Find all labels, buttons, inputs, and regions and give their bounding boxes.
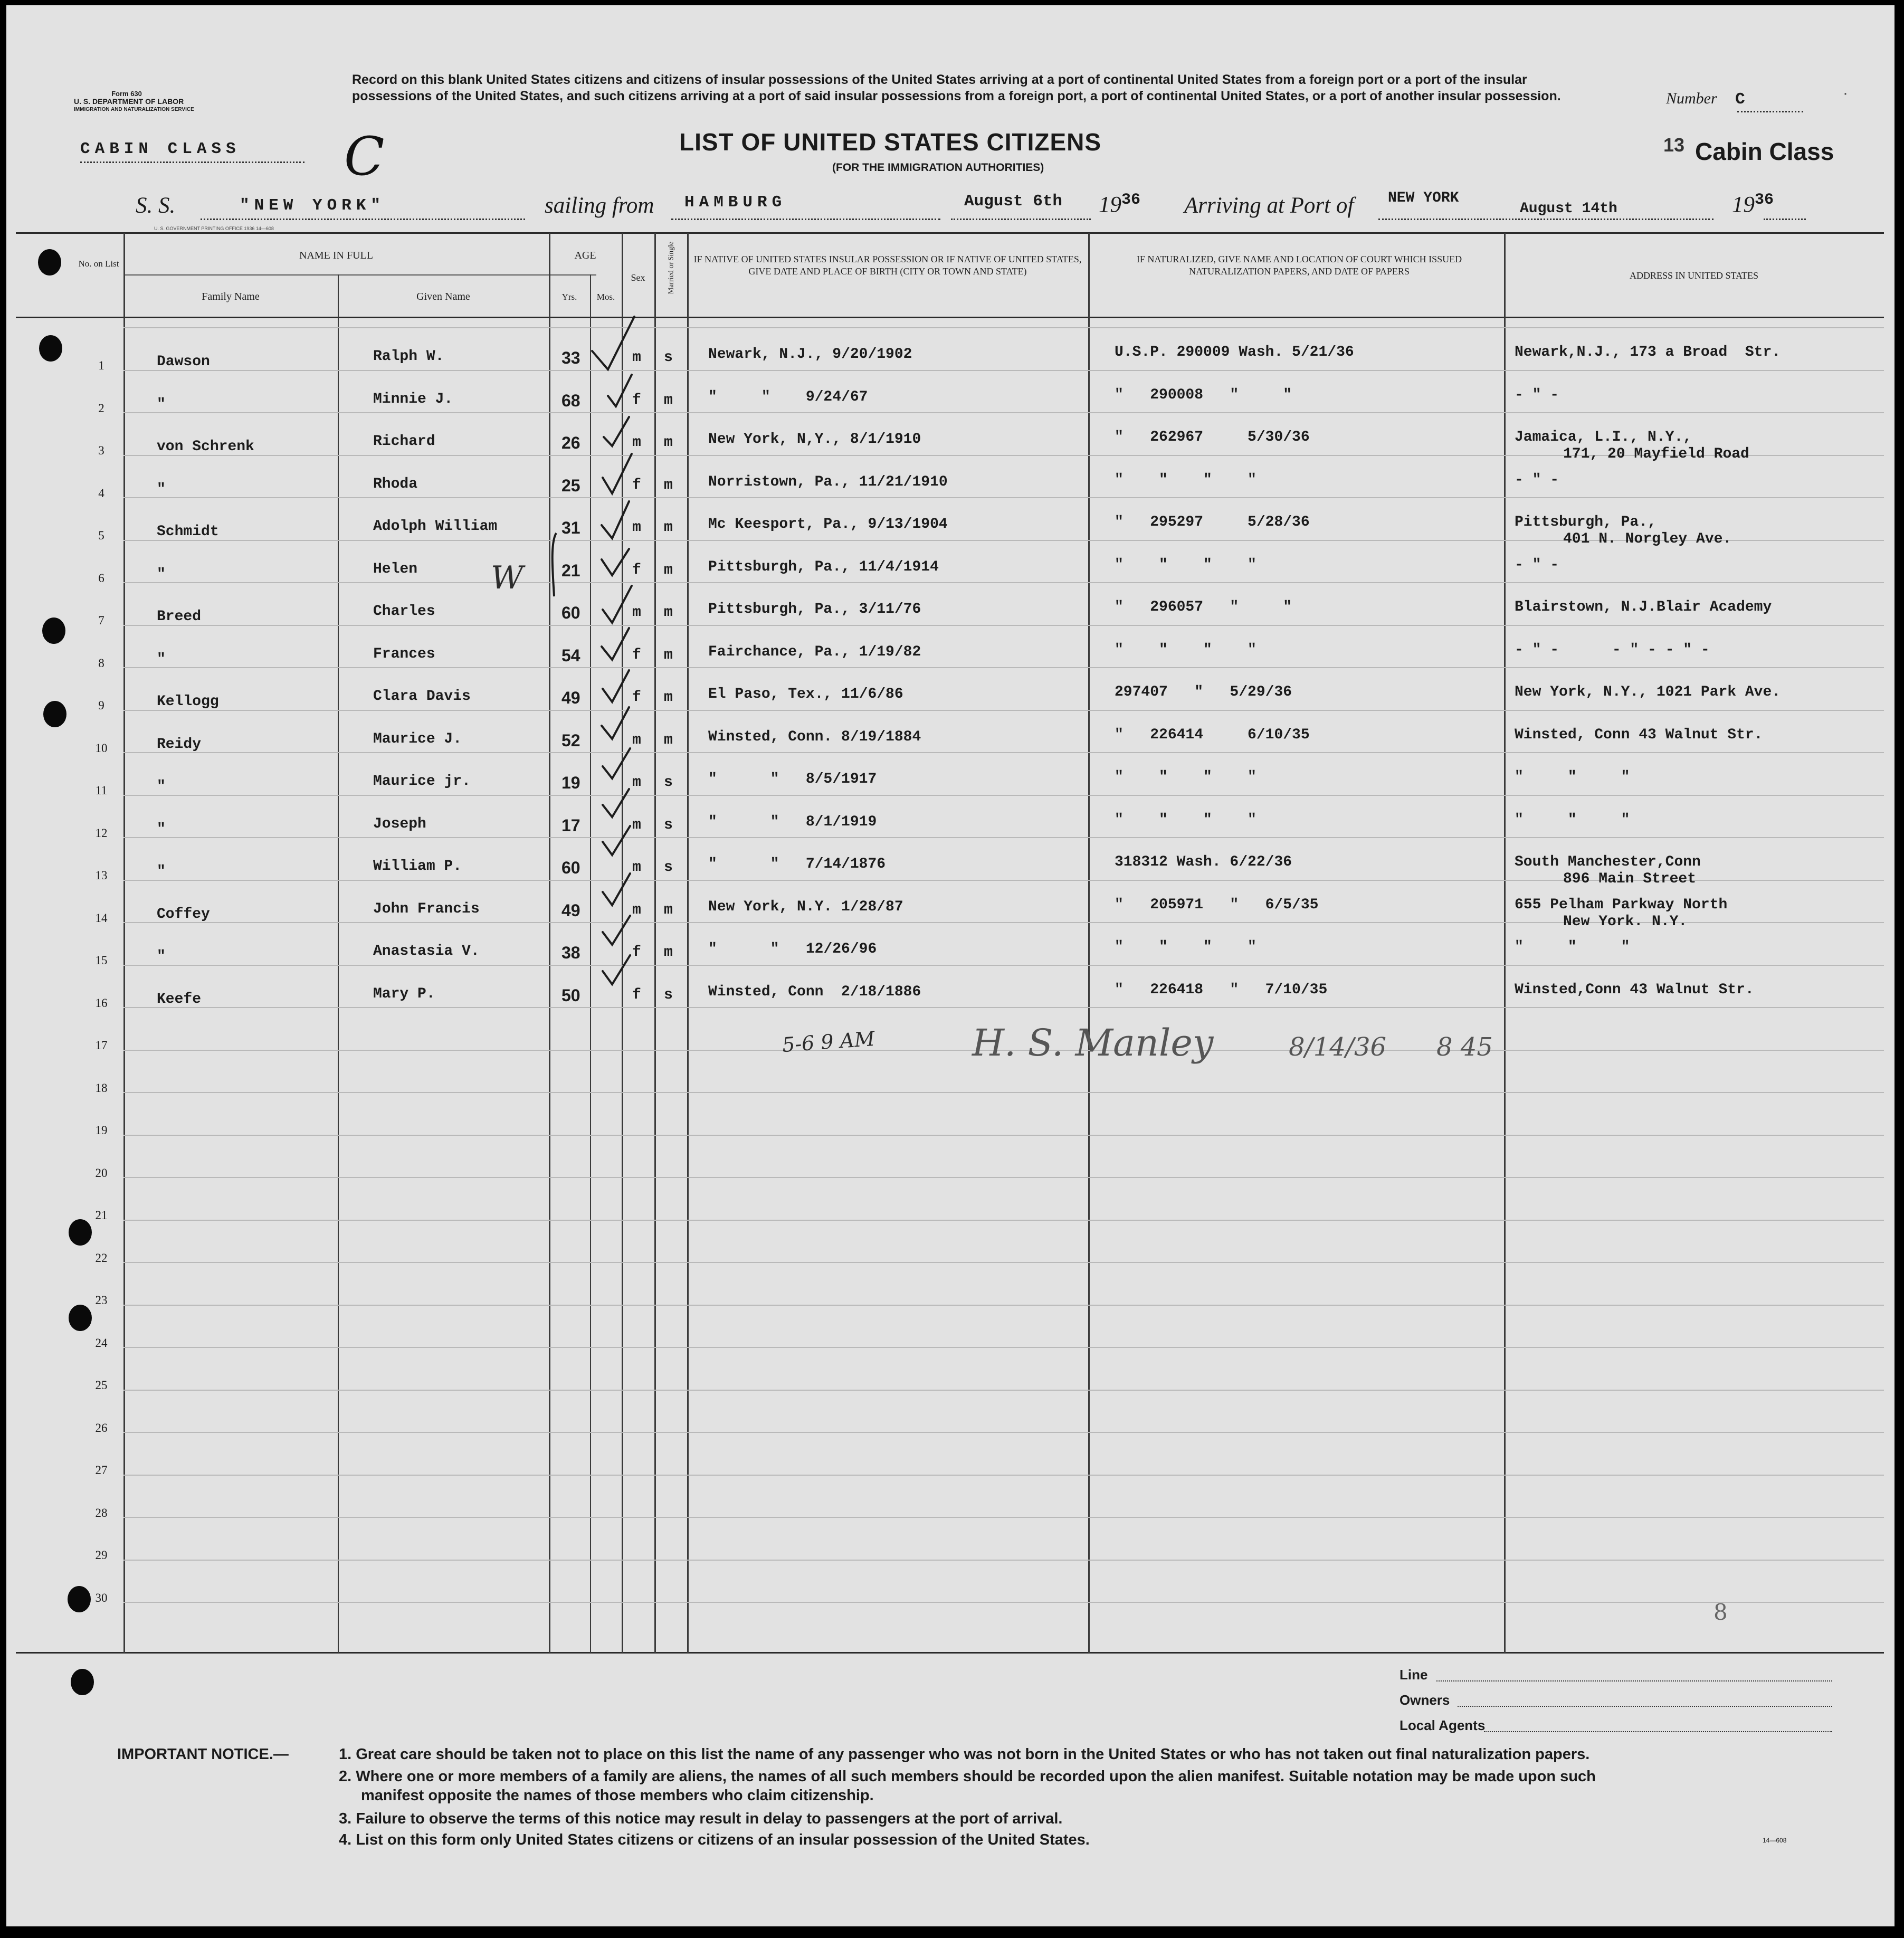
marital-status: m (664, 477, 673, 493)
sex: m (632, 519, 641, 536)
address-line1: Pittsburgh, Pa., (1515, 514, 1657, 530)
age-years: 21 (561, 560, 580, 580)
family-name: Kellogg (157, 694, 219, 710)
family-name: Schmidt (157, 524, 219, 540)
binder-hole (69, 1219, 92, 1246)
inspector-signature: H. S. Manley (972, 1021, 1214, 1065)
row-rule (123, 625, 1884, 626)
notice-4: 4. List on this form only United States citizens or citizens of an insular possession of the United States. (339, 1831, 1090, 1848)
row-number: 29 (95, 1548, 108, 1562)
row-number: 19 (95, 1124, 108, 1137)
address-line1: - " - - " - - " - (1515, 641, 1710, 658)
address-line1: 655 Pelham Parkway North (1515, 896, 1728, 913)
age-years: 49 (561, 688, 580, 707)
row-rule (123, 327, 1884, 328)
marital-status: m (664, 519, 673, 536)
family-name: " (157, 863, 166, 880)
given-name: John Francis (373, 900, 480, 917)
row-number: 27 (95, 1464, 108, 1477)
number-field: Number C (1666, 90, 1745, 109)
header-years: Yrs. (561, 292, 577, 302)
naturalization-info: " " " " (1115, 641, 1256, 658)
row-rule (123, 1092, 1884, 1093)
birth-place-date: " " 8/5/1917 (708, 771, 877, 787)
inspector-time: 8 45 (1436, 1032, 1493, 1062)
naturalization-info: " " " " (1115, 939, 1256, 955)
age-years: 60 (561, 603, 580, 622)
address-line2: 896 Main Street (1563, 871, 1697, 887)
row-rule (123, 795, 1884, 796)
row-number: 5 (98, 529, 104, 542)
row-number: 10 (95, 741, 108, 755)
binder-hole (42, 618, 65, 644)
row-rule (123, 752, 1884, 753)
family-name: Reidy (157, 736, 202, 753)
family-name: " (157, 821, 166, 838)
form-code: 14—608 (1763, 1837, 1787, 1844)
row-number: 3 (98, 444, 104, 457)
binder-hole (69, 1305, 92, 1331)
marital-status: m (664, 434, 673, 451)
sex: m (632, 434, 641, 451)
birth-place-date: New York, N,Y., 8/1/1910 (708, 431, 921, 448)
year-printed: 19 (1099, 192, 1121, 217)
age-years: 52 (561, 730, 580, 750)
sex: m (632, 816, 641, 833)
header-months: Mos. (596, 292, 615, 302)
header-naturalization: IF NATURALIZED, GIVE NAME AND LOCATION OF COURT WHICH ISSUED NATURALIZATION PAPERS, AND DATE OF PAPERS (1136, 254, 1462, 277)
birth-place-date: " " 7/14/1876 (708, 856, 886, 872)
sail-year: 36 (1121, 191, 1141, 209)
naturalization-info: " 295297 5/28/36 (1115, 514, 1310, 530)
row-number: 8 (98, 656, 104, 670)
row-rule (123, 667, 1884, 668)
birth-place-date: " " 9/24/67 (708, 388, 868, 405)
address-line1: - " - (1515, 556, 1559, 573)
family-name: Breed (157, 609, 202, 625)
row-rule (123, 497, 1884, 498)
row-rule (123, 1177, 1884, 1178)
row-rule (123, 710, 1884, 711)
bracket-mark (534, 512, 618, 607)
row-rule (123, 1220, 1884, 1221)
marital-status: s (664, 859, 673, 876)
notice-2: 2. Where one or more members of a family are aliens, the names of all such members should be recorded upon the alien manifest. Suitable notation may be made upon such (339, 1768, 1596, 1785)
naturalization-info: 318312 Wash. 6/22/36 (1115, 854, 1292, 870)
row-rule (123, 1390, 1884, 1391)
birth-place-date: " " 8/1/1919 (708, 813, 877, 830)
row-rule (123, 1305, 1884, 1306)
given-name: Joseph (373, 815, 426, 832)
given-name: Maurice J. (373, 730, 462, 747)
page-number: 8 (1713, 1599, 1728, 1625)
given-name: William P. (373, 858, 462, 875)
row-number: 2 (98, 401, 104, 415)
address-line1: Newark,N.J., 173 a Broad Str. (1515, 344, 1781, 360)
corner-number: 13 (1663, 134, 1685, 156)
row-number: 6 (98, 571, 104, 585)
marital-status: m (664, 944, 673, 961)
row-number: 30 (95, 1591, 108, 1604)
row-number: 28 (95, 1506, 108, 1519)
sail-date: August 6th (964, 192, 1063, 211)
row-rule (123, 412, 1884, 413)
binder-hole (38, 249, 61, 276)
ship-name: "NEW YORK" (240, 196, 386, 215)
corner-mark: · (1843, 84, 1848, 102)
row-number: 23 (95, 1294, 108, 1307)
given-name: Helen (373, 560, 418, 577)
family-name: von Schrenk (157, 439, 254, 455)
owners-label: Owners (1400, 1692, 1450, 1708)
address-line1: Winsted, Conn 43 Walnut Str. (1515, 726, 1763, 743)
sex: m (632, 604, 641, 621)
age-years: 68 (561, 391, 580, 410)
class-label: CABIN CLASS (80, 140, 241, 158)
row-rule (123, 965, 1884, 966)
row-number: 26 (95, 1421, 108, 1434)
line-label: Line (1400, 1667, 1428, 1683)
marital-status: s (664, 349, 673, 366)
header-sex: Sex (631, 272, 645, 283)
address-line1: South Manchester,Conn (1515, 854, 1701, 870)
row-number: 21 (95, 1209, 108, 1222)
given-name: Anastasia V. (373, 943, 480, 960)
binder-hole (71, 1669, 94, 1695)
arrival-port: NEW YORK (1388, 190, 1459, 206)
age-years: 54 (561, 645, 580, 665)
address-line1: " " " (1515, 769, 1630, 785)
notice-1: 1. Great care should be taken not to place on this list the name of any passenger who was not born in the United States or who has not taken out final naturalization papers. (339, 1746, 1590, 1763)
header-name-in-full: NAME IN FULL (299, 250, 373, 261)
header-age: AGE (574, 250, 596, 261)
age-years: 60 (561, 858, 580, 877)
binder-hole (43, 701, 66, 727)
header-address: ADDRESS IN UNITED STATES (1629, 270, 1759, 281)
family-name: " (157, 566, 166, 583)
birth-place-date: Winsted, Conn. 8/19/1884 (708, 728, 921, 745)
marital-status: m (664, 392, 673, 408)
sex: m (632, 774, 641, 791)
address-line1: Blairstown, N.J.Blair Academy (1515, 599, 1772, 615)
address-line1: Jamaica, L.I., N.Y., (1515, 429, 1692, 445)
helen-mark: W (491, 559, 523, 596)
row-rule (123, 582, 1884, 583)
row-rule (123, 1517, 1884, 1518)
given-name: Minnie J. (373, 391, 453, 407)
naturalization-info: " 262967 5/30/36 (1115, 429, 1310, 445)
class-stamp: Cabin Class (1695, 138, 1834, 165)
address-line1: New York, N.Y., 1021 Park Ave. (1515, 684, 1781, 700)
age-years: 33 (561, 348, 580, 367)
row-number: 7 (98, 614, 104, 627)
sex: f (632, 392, 641, 408)
sex: m (632, 859, 641, 876)
sex: m (632, 732, 641, 748)
row-rule (123, 1262, 1884, 1263)
naturalization-info: U.S.P. 290009 Wash. 5/21/36 (1115, 344, 1354, 360)
sailing-label: sailing from (545, 193, 654, 218)
row-rule (123, 1602, 1884, 1603)
marital-status: m (664, 562, 673, 578)
given-name: Richard (373, 433, 435, 450)
row-number: 25 (95, 1379, 108, 1392)
age-years: 49 (561, 900, 580, 920)
arriving-label: Arriving at Port of (1184, 193, 1354, 218)
age-years: 50 (561, 985, 580, 1005)
age-years: 19 (561, 773, 580, 792)
header-married-single: Married or Single (667, 241, 675, 294)
check-marks (534, 301, 692, 1040)
marital-status: m (664, 732, 673, 748)
inspector-note: 5-6 9 AM (781, 1027, 876, 1057)
row-rule (123, 1432, 1884, 1433)
naturalization-info: " 290008 " " (1115, 386, 1292, 403)
family-name: " (157, 651, 166, 668)
form-identifier: Form 630 U. S. DEPARTMENT OF LABOR IMMIGRATION AND NATURALIZATION SERVICE (74, 90, 194, 112)
family-name: " (157, 948, 166, 965)
family-name: " (157, 778, 166, 795)
page-subtitle: (FOR THE IMMIGRATION AUTHORITIES) (832, 162, 1044, 174)
age-years: 31 (561, 518, 580, 537)
arrival-year: 36 (1755, 191, 1774, 209)
address-line1: - " - (1515, 386, 1559, 403)
sex: m (632, 901, 641, 918)
row-number: 13 (95, 869, 108, 882)
given-name: Ralph W. (373, 348, 444, 365)
naturalization-info: " " " " (1115, 556, 1256, 573)
family-name: " (157, 481, 166, 498)
naturalization-info: " 205971 " 6/5/35 (1115, 896, 1319, 913)
sex: f (632, 562, 641, 578)
given-name: Charles (373, 603, 435, 620)
row-number: 4 (98, 486, 104, 500)
age-years: 17 (561, 815, 580, 835)
address-line2: New York. N.Y. (1563, 913, 1688, 930)
birth-place-date: Fairchance, Pa., 1/19/82 (708, 643, 921, 660)
birth-place-date: Mc Keesport, Pa., 9/13/1904 (708, 516, 948, 533)
row-number: 16 (95, 996, 108, 1010)
family-name: Dawson (157, 354, 210, 370)
sex: f (632, 689, 641, 706)
naturalization-info: " " " " (1115, 471, 1256, 488)
family-name: Coffey (157, 906, 210, 923)
row-number: 9 (98, 699, 104, 712)
given-name: Rhoda (373, 476, 418, 492)
header-family-name: Family Name (202, 291, 260, 302)
marital-status: m (664, 901, 673, 918)
given-name: Maurice jr. (373, 773, 471, 790)
naturalization-info: " 226418 " 7/10/35 (1115, 981, 1328, 998)
class-handwritten: C (344, 126, 385, 187)
notice-3: 3. Failure to observe the terms of this notice may result in delay to passengers at the port of arrival. (339, 1810, 1063, 1827)
family-name: " (157, 396, 166, 413)
page-title: LIST OF UNITED STATES CITIZENS (679, 128, 1102, 156)
manifest-sheet: Form 630 U. S. DEPARTMENT OF LABOR IMMIGRATION AND NATURALIZATION SERVICE Record on this blank United States citizens and citizens of insular possessions of the United States arriving at a port of continental United States from a foreign port or a port of the insular possessions of the United States, and such citizens arriving at a port of said insular possessions from a foreign port, a port of continental United States, or a port of another insular possession. Number C · CABIN CLASS C LIST OF UNITED STATES CITIZENS (FOR THE IMMIGRATION AUTHORITIES) 13 Cabin Class S. S. "NEW YORK" sailing from HAMBURG August 6th $19^{36}$ Arriving at Port of NEW YORK August 14th $19^{36}$ U. S. GOVERNMENT PRINTING OFFICE 1936 14—608 No. on List NAME IN FULL Family Name Given Name AGE Yrs. Mos. Sex Married or Single IF NATIVE OF UNITED STATES INSULAR POSSESSION OR IF NATIVE OF UNITED STATES, GIVE DATE AND PLACE OF BIRTH (CITY OR TOWN AND STATE) IF NATURALIZED, GIVE NAME AND LOCATION OF COURT WHICH ISSUED NATURALIZATION PAPERS, AND DATE OF PAPERS ADDRESS IN UNITED STATES 1 Dawson Ralph W. 33 m s Newark, N.J., 9/20/1902 U.S.P. 290009 Wash. 5/21/36 Newark,N.J., 173 a Broad Str. 2 " Minnie J. 68 f m " " 9/24/67 " 290008 " " - " - 3 von Schrenk Richard 26 m m New York, N,Y., 8/1/1910 " 262967 5/30/36 Jamaica, L.I., N.Y., 171, 20 Mayfield Road 4 " Rhoda 25 f m Norristown, Pa., 11/21/1910 " " " " - " - 5 Schmidt Adolph William 31 m m Mc Keesport, Pa., 9/13/1904 " 295297 5/28/36 Pittsburgh, Pa., 401 N. Norgley Ave. 6 " Helen 21 f m Pittsburgh, Pa., 11/4/1914 " " " " - " - 7 Breed Charles 60 m m Pittsburgh, Pa., 3/11/76 " 296057 " " Blairstown, N.J.Blair Academy 8 " Frances 54 f m Fairchance, Pa., 1/19/82 " " " " - " - - " - - " - 9 Kellogg Clara Davis 49 f m El Paso, Tex., 11/6/86 297407 " 5/29/36 New York, N.Y., 1021 Park Ave. 10 Reidy Maurice J. 52 m m Winsted, Conn. 8/19/1884 " 226414 6/10/35 Winsted, Conn 43 Walnut Str. 11 " Maurice jr. 19 m s " " 8/5/1917 " " " " " " " 12 " Joseph 17 m s " " 8/1/1919 " " " " " " " 13 " William P. 60 m s " " 7/14/1876 318312 Wash. 6/22/36 South Manchester,Conn 896 Main Street 14 Coffey John Francis 49 m m New York, N.Y. 1/28/87 " 205971 " 6/5/35 655 Pelham Parkway North New York. N.Y. 15 " Anastasia V. 38 f m " " 12/26/96 " " " " " " " 16 Keefe Mary P. 50 f s Winsted, Conn 2/18/1886 " 226418 " 7/10/35 Winsted,Conn 43 Walnut Str. 17 18 19 20 21 22 23 24 25 26 27 28 29 30 W 5-6 9 AM H. S. Manley 8/14/36 8 45 8 Line Owners Local Agents IMPORTANT NOTICE.— 1. Great care should be taken not to place on this list the name of any passenger who was not born in the United States or who has not taken out final naturalization papers. 2. Where one or more members of a family are aliens, the names of all such members should be recorded upon the alien manifest. Suitable notation may be made upon such manifest opposite the names of those members who claim citizenship. 3. Failure to observe the terms of this notice may result in delay to passengers at the port of arrival. 4. List on this form only United States citizens or citizens of an insular possession of the United States. 14—608 (6, 5, 1895, 1926)
ss-label: S. S. (136, 193, 176, 218)
birth-place-date: El Paso, Tex., 11/6/86 (708, 686, 903, 702)
intro-text: Record on this blank United States citizens and citizens of insular possessions of the United States arriving at a port of continental United States from a foreign port or a port of the insular possessions of the United States, and such citizens arriving at a port of said insular possessions from a foreign port, a port of continental United States, or a port of another insular possession. (352, 72, 1561, 103)
inspector-date: 8/14/36 (1289, 1032, 1387, 1062)
marital-status: m (664, 689, 673, 706)
marital-status: s (664, 986, 673, 1003)
binder-hole (39, 335, 62, 362)
birth-place-date: Winsted, Conn 2/18/1886 (708, 983, 921, 1000)
notice-2-cont: manifest opposite the names of those members who claim citizenship. (361, 1787, 874, 1804)
row-rule (123, 1560, 1884, 1561)
row-number: 14 (95, 911, 108, 925)
header-no: No. on List (78, 259, 119, 269)
naturalization-info: " " " " (1115, 811, 1256, 828)
naturalization-info: " 296057 " " (1115, 599, 1292, 615)
family-name: Keefe (157, 991, 202, 1008)
header-given-name: Given Name (416, 291, 470, 302)
given-name: Frances (373, 645, 435, 662)
given-name: Clara Davis (373, 688, 471, 705)
row-rule (123, 370, 1884, 371)
sex: f (632, 944, 641, 961)
marital-status: m (664, 647, 673, 663)
birth-place-date: Pittsburgh, Pa., 11/4/1914 (708, 558, 939, 575)
address-line1: " " " (1515, 811, 1630, 828)
sex: m (632, 349, 641, 366)
row-number: 1 (98, 359, 104, 372)
birth-place-date: Norristown, Pa., 11/21/1910 (708, 473, 948, 490)
row-number: 15 (95, 954, 108, 967)
address-line1: " " " (1515, 939, 1630, 955)
sex: f (632, 477, 641, 493)
given-name: Mary P. (373, 985, 435, 1002)
address-line2: 401 N. Norgley Ave. (1563, 531, 1732, 547)
printing-office-line: U. S. GOVERNMENT PRINTING OFFICE 1936 14—608 (154, 226, 274, 231)
row-number: 24 (95, 1336, 108, 1350)
naturalization-info: " " " " (1115, 769, 1256, 785)
birth-place-date: Pittsburgh, Pa., 3/11/76 (708, 601, 921, 618)
birth-place-date: Newark, N.J., 9/20/1902 (708, 346, 912, 363)
row-number: 18 (95, 1081, 108, 1095)
age-years: 26 (561, 433, 580, 452)
header-birth: IF NATIVE OF UNITED STATES INSULAR POSSESSION OR IF NATIVE OF UNITED STATES, GIVE DATE AND PLACE OF BIRTH (CITY OR TOWN AND STATE) (693, 254, 1082, 277)
address-line1: Winsted,Conn 43 Walnut Str. (1515, 981, 1754, 998)
row-rule (123, 1135, 1884, 1136)
address-line2: 171, 20 Mayfield Road (1563, 446, 1749, 462)
row-rule (123, 837, 1884, 838)
age-years: 25 (561, 476, 580, 495)
row-number: 17 (95, 1039, 108, 1052)
age-years: 38 (561, 943, 580, 962)
local-agents-label: Local Agents (1400, 1717, 1486, 1733)
marital-status: m (664, 604, 673, 621)
row-number: 20 (95, 1166, 108, 1180)
naturalization-info: 297407 " 5/29/36 (1115, 684, 1292, 700)
notice-title: IMPORTANT NOTICE.— (117, 1746, 289, 1763)
birth-place-date: " " 12/26/96 (708, 941, 877, 957)
naturalization-info: " 226414 6/10/35 (1115, 726, 1310, 743)
row-rule (123, 1007, 1884, 1008)
row-rule (123, 1347, 1884, 1348)
sex: f (632, 986, 641, 1003)
row-number: 11 (95, 784, 108, 797)
row-rule (123, 1475, 1884, 1476)
departure-port: HAMBURG (684, 193, 787, 212)
marital-status: s (664, 816, 673, 833)
arrival-date: August 14th (1520, 201, 1617, 217)
birth-place-date: New York, N.Y. 1/28/87 (708, 898, 903, 915)
sex: f (632, 647, 641, 663)
row-number: 12 (95, 826, 108, 840)
address-line1: - " - (1515, 471, 1559, 488)
row-number: 22 (95, 1251, 108, 1265)
given-name: Adolph William (373, 518, 498, 535)
marital-status: s (664, 774, 673, 791)
